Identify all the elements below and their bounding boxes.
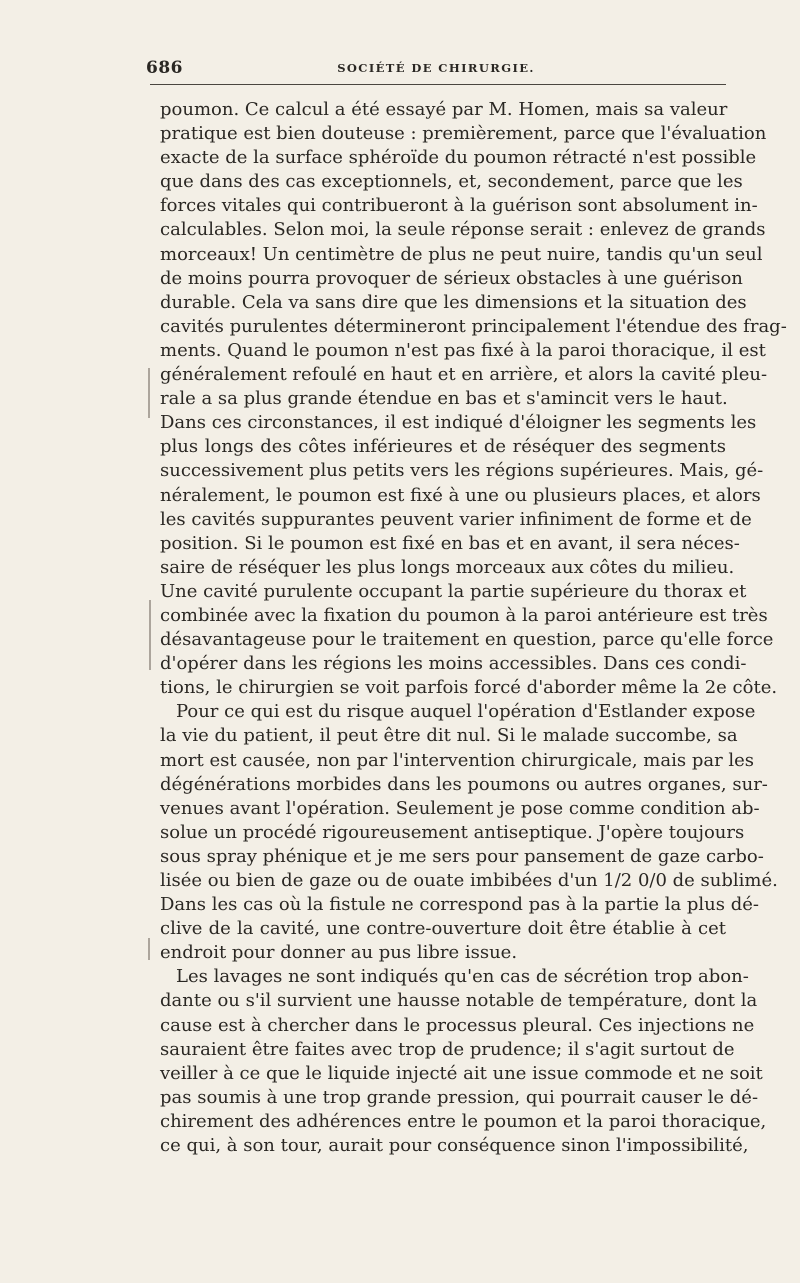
text-line: cavités purulentes détermineront principalement l'étendue des frag- xyxy=(160,315,787,337)
text-line: cause est à chercher dans le processus pleural. Ces injections ne xyxy=(160,1014,755,1036)
text-line: successivement plus petits vers les régions supérieures. Mais, gé- xyxy=(160,460,764,482)
text-line: Une cavité purulente occupant la partie supérieure du thorax et xyxy=(160,580,747,602)
text-line: ments. Quand le poumon n'est pas fixé à la paroi thoracique, il est xyxy=(160,339,766,361)
paragraph xyxy=(160,700,778,965)
text-line: Les lavages ne sont indiqués qu'en cas de sécrétion trop abon- xyxy=(176,966,749,988)
paragraph xyxy=(160,965,767,1158)
header-rule xyxy=(150,84,726,85)
text-line: position. Si le poumon est fixé en bas et en avant, il sera néces- xyxy=(160,532,740,554)
text-line: durable. Cela va sans dire que les dimensions et la situation des xyxy=(160,291,747,313)
text-line: Pour ce qui est du risque auquel l'opération d'Estlander expose xyxy=(176,701,756,723)
text-line: tions, le chirurgien se voit parfois forcé d'aborder même la 2e côte. xyxy=(160,677,778,699)
text-line: la vie du patient, il peut être dit nul. Si le malade succombe, sa xyxy=(160,725,738,747)
text-line: clive de la cavité, une contre-ouverture doit être établie à cet xyxy=(160,918,726,940)
page-number: 686 xyxy=(146,58,183,78)
text-line: endroit pour donner au pus libre issue. xyxy=(160,942,518,964)
text-line: rale a sa plus grande étendue en bas et s'amincit vers le haut. xyxy=(160,388,728,410)
text-line: sauraient être faites avec trop de prudence; il s'agit surtout de xyxy=(160,1038,735,1060)
text-line: calculables. Selon moi, la seule réponse serait : enlevez de grands xyxy=(160,219,766,241)
text-line: exacte de la surface sphéroïde du poumon rétracté n'est possible xyxy=(160,147,757,169)
page-header xyxy=(146,58,726,82)
text-line: combinée avec la fixation du poumon à la paroi antérieure est très xyxy=(160,604,768,626)
text-line: Dans les cas où la fistule ne correspond pas à la partie la plus dé- xyxy=(160,894,759,916)
text-line: de moins pourra provoquer de sérieux obstacles à une guérison xyxy=(160,267,743,289)
text-line: généralement refoulé en haut et en arrière, et alors la cavité pleu- xyxy=(160,364,768,386)
text-line: poumon. Ce calcul a été essayé par M. Homen, mais sa valeur xyxy=(160,99,728,120)
text-line: pas soumis à une trop grande pression, qui pourrait causer le dé- xyxy=(160,1086,759,1108)
text-line: solue un procédé rigoureusement antiseptique. J'opère toujours xyxy=(160,821,745,843)
running-title: SOCIÉTÉ DE CHIRURGIE. xyxy=(337,61,535,75)
text-line: sous spray phénique et je me sers pour pansement de gaze carbo- xyxy=(160,845,764,867)
text-line: désavantageuse pour le traitement en question, parce qu'elle force xyxy=(160,629,774,651)
text-line: veiller à ce que le liquide injecté ait une issue commode et ne soit xyxy=(160,1062,763,1084)
text-line: les cavités suppurantes peuvent varier infiniment de forme et de xyxy=(160,508,752,530)
text-line: ce qui, à son tour, aurait pour conséquence sinon l'impossibilité, xyxy=(160,1135,749,1157)
text-line: morceaux! Un centimètre de plus ne peut nuire, tandis qu'un seul xyxy=(160,243,763,265)
text-line: pratique est bien douteuse : premièrement, parce que l'évaluation xyxy=(160,123,767,145)
text-line: dégénérations morbides dans les poumons ou autres organes, sur- xyxy=(160,773,768,795)
margin-mark xyxy=(148,938,150,960)
paragraph xyxy=(160,98,787,700)
text-line: d'opérer dans les régions les moins accessibles. Dans ces condi- xyxy=(160,653,747,675)
text-line: mort est causée, non par l'intervention chirurgicale, mais par les xyxy=(160,749,755,771)
text-line: venues avant l'opération. Seulement je pose comme condition ab- xyxy=(160,797,760,819)
margin-mark xyxy=(148,368,150,418)
margin-mark xyxy=(149,600,151,670)
text-line: forces vitales qui contribueront à la guérison sont absolument in- xyxy=(160,195,758,217)
text-line: chirement des adhérences entre le poumon et la paroi thoracique, xyxy=(160,1110,767,1132)
text-line: dante ou s'il survient une hausse notable de température, dont la xyxy=(160,990,758,1012)
text-line: que dans des cas exceptionnels, et, secondement, parce que les xyxy=(160,171,743,193)
text-line: Dans ces circonstances, il est indiqué d'éloigner les segments les xyxy=(160,412,757,434)
text-line: plus longs des côtes inférieures et de réséquer des segments xyxy=(160,436,726,458)
text-line: lisée ou bien de gaze ou de ouate imbibées d'un 1/2 0/0 de sublimé. xyxy=(160,870,778,891)
body-text xyxy=(160,98,787,1158)
text-line: saire de réséquer les plus longs morceaux aux côtes du milieu. xyxy=(160,556,735,578)
text-line: néralement, le poumon est fixé à une ou plusieurs places, et alors xyxy=(160,484,761,506)
